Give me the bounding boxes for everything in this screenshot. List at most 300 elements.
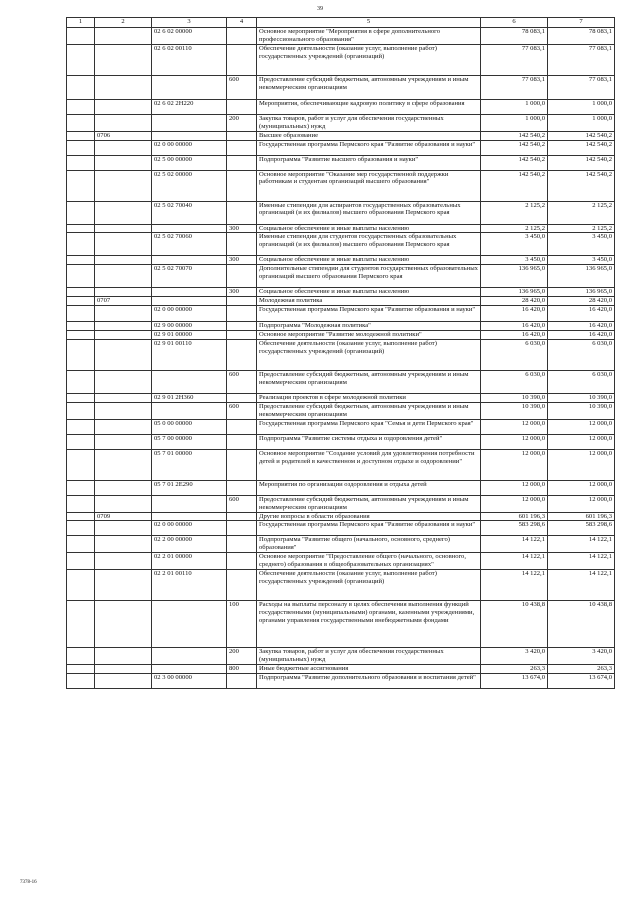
- table-row: [67, 495, 615, 512]
- cell-col2: 0709: [95, 512, 152, 521]
- cell-col3: 02 9 01 00000: [152, 331, 227, 340]
- cell-col4: [227, 28, 257, 45]
- cell-col6: 1 000,0: [481, 99, 548, 114]
- table-row: [67, 521, 615, 536]
- cell-col2: [95, 28, 152, 45]
- cell-col4: [227, 673, 257, 688]
- cell-col5: Предоставление субсидий бюджетным, автономным учреждениям и иным некоммерческим организациям: [257, 370, 481, 393]
- cell-col7: 12 000,0: [548, 449, 615, 480]
- cell-col1: [67, 339, 95, 370]
- cell-col6: 12 000,0: [481, 480, 548, 495]
- table-row: [67, 233, 615, 256]
- cell-col1: [67, 521, 95, 536]
- cell-col5: Государственная программа Пермского края "Семья и дети Пермского края": [257, 419, 481, 434]
- table-body: [67, 28, 615, 689]
- cell-col5: Обеспечение деятельности (оказание услуг, выполнение работ) государственных учреждений (организаций): [257, 339, 481, 370]
- cell-col4: [227, 170, 257, 201]
- cell-col5: Иные бюджетные ассигнования: [257, 664, 481, 673]
- cell-col6: 10 390,0: [481, 393, 548, 402]
- cell-col7: 1 000,0: [548, 99, 615, 114]
- cell-col7: 16 420,0: [548, 331, 615, 340]
- cell-col7: 2 125,2: [548, 224, 615, 233]
- cell-col7: 10 390,0: [548, 402, 615, 419]
- page-number: 39: [317, 6, 323, 12]
- cell-col3: [152, 297, 227, 306]
- cell-col6: 3 450,0: [481, 233, 548, 256]
- cell-col4: [227, 449, 257, 480]
- table-row: [67, 570, 615, 601]
- cell-col5: Основное мероприятие "Развитие молодежной политики": [257, 331, 481, 340]
- cell-col7: 3 420,0: [548, 648, 615, 665]
- cell-col4: [227, 44, 257, 75]
- table-row: [67, 306, 615, 322]
- cell-col4: 100: [227, 601, 257, 648]
- cell-col3: 02 0 00 00000: [152, 521, 227, 536]
- cell-col4: [227, 233, 257, 256]
- cell-col5: Обеспечение деятельности (оказание услуг, выполнение работ) государственных учреждений (организаций): [257, 570, 481, 601]
- cell-col7: 136 965,0: [548, 265, 615, 288]
- col-header: 3: [152, 18, 227, 28]
- cell-col5: Государственная программа Пермского края "Развитие образования и науки": [257, 521, 481, 536]
- col-header: 5: [257, 18, 481, 28]
- cell-col3: [152, 648, 227, 665]
- cell-col1: [67, 553, 95, 570]
- cell-col7: 16 420,0: [548, 322, 615, 331]
- cell-col4: 800: [227, 664, 257, 673]
- cell-col6: 16 420,0: [481, 331, 548, 340]
- cell-col4: [227, 131, 257, 140]
- cell-col2: [95, 402, 152, 419]
- cell-col3: [152, 114, 227, 131]
- cell-col7: 10 390,0: [548, 393, 615, 402]
- cell-col4: [227, 512, 257, 521]
- cell-col1: [67, 601, 95, 648]
- cell-col3: [152, 256, 227, 265]
- table-row: [67, 512, 615, 521]
- cell-col2: [95, 419, 152, 434]
- cell-col5: Подпрограмма "Развитие дополнительного образования и воспитания детей": [257, 673, 481, 688]
- cell-col4: [227, 297, 257, 306]
- table-row: [67, 256, 615, 265]
- cell-col5: Социальное обеспечение и иные выплаты населению: [257, 224, 481, 233]
- cell-col6: 142 540,2: [481, 140, 548, 155]
- cell-col6: 136 965,0: [481, 265, 548, 288]
- cell-col4: 600: [227, 495, 257, 512]
- cell-col6: 142 540,2: [481, 170, 548, 201]
- cell-col2: [95, 601, 152, 648]
- cell-col5: Основное мероприятие "Мероприятия в сфере дополнительного профессионального образования": [257, 28, 481, 45]
- cell-col1: [67, 224, 95, 233]
- cell-col6: 10 390,0: [481, 402, 548, 419]
- cell-col4: [227, 480, 257, 495]
- cell-col1: [67, 434, 95, 449]
- budget-table: [66, 17, 615, 689]
- table-row: [67, 114, 615, 131]
- cell-col5: Предоставление субсидий бюджетным, автономным учреждениям и иным некоммерческим организациям: [257, 495, 481, 512]
- cell-col5: Закупка товаров, работ и услуг для обеспечения государственных (муниципальных) нужд: [257, 114, 481, 131]
- cell-col3: [152, 131, 227, 140]
- cell-col4: [227, 419, 257, 434]
- cell-col7: 142 540,2: [548, 131, 615, 140]
- cell-col3: 05 7 01 00000: [152, 449, 227, 480]
- cell-col2: [95, 201, 152, 224]
- cell-col3: 02 5 00 00000: [152, 155, 227, 170]
- cell-col5: Мероприятия по организации оздоровления и отдыха детей: [257, 480, 481, 495]
- cell-col6: 12 000,0: [481, 495, 548, 512]
- cell-col3: 05 0 00 00000: [152, 419, 227, 434]
- cell-col3: 02 6 02 2Н220: [152, 99, 227, 114]
- cell-col3: 02 9 00 00000: [152, 322, 227, 331]
- cell-col1: [67, 201, 95, 224]
- cell-col6: 12 000,0: [481, 449, 548, 480]
- cell-col1: [67, 306, 95, 322]
- cell-col7: 601 196,3: [548, 512, 615, 521]
- table-row: [67, 553, 615, 570]
- cell-col1: [67, 495, 95, 512]
- table-row: [67, 480, 615, 495]
- table-row: [67, 331, 615, 340]
- cell-col7: 6 030,0: [548, 370, 615, 393]
- cell-col6: 77 083,1: [481, 44, 548, 75]
- cell-col3: [152, 495, 227, 512]
- cell-col7: 6 030,0: [548, 339, 615, 370]
- cell-col3: 02 2 00 00000: [152, 536, 227, 553]
- cell-col6: 12 000,0: [481, 434, 548, 449]
- cell-col6: 142 540,2: [481, 155, 548, 170]
- cell-col2: [95, 449, 152, 480]
- table-row: [67, 75, 615, 99]
- cell-col3: 02 2 01 00110: [152, 570, 227, 601]
- cell-col3: [152, 664, 227, 673]
- cell-col4: 200: [227, 648, 257, 665]
- cell-col3: 02 0 00 00000: [152, 306, 227, 322]
- table-row: [67, 673, 615, 688]
- table-row: [67, 28, 615, 45]
- cell-col5: Основное мероприятие "Оказание мер государственной поддержки работникам и студентам организаций высшего образования": [257, 170, 481, 201]
- table-row: [67, 339, 615, 370]
- table-row: [67, 131, 615, 140]
- cell-col7: 3 450,0: [548, 256, 615, 265]
- cell-col2: [95, 339, 152, 370]
- cell-col2: [95, 170, 152, 201]
- cell-col1: [67, 664, 95, 673]
- cell-col6: 78 083,1: [481, 28, 548, 45]
- cell-col6: 14 122,1: [481, 536, 548, 553]
- cell-col2: [95, 393, 152, 402]
- cell-col1: [67, 673, 95, 688]
- cell-col2: 0706: [95, 131, 152, 140]
- cell-col5: Именные стипендии для студентов государственных образовательных организаций (и их филиалов) высшего образования Пермского края: [257, 233, 481, 256]
- cell-col2: [95, 44, 152, 75]
- cell-col4: [227, 265, 257, 288]
- cell-col3: 02 2 01 00000: [152, 553, 227, 570]
- table-row: [67, 536, 615, 553]
- cell-col1: [67, 648, 95, 665]
- table-row: [67, 664, 615, 673]
- cell-col3: 02 5 02 00000: [152, 170, 227, 201]
- table-row: [67, 224, 615, 233]
- cell-col1: [67, 322, 95, 331]
- cell-col1: [67, 233, 95, 256]
- cell-col6: 142 540,2: [481, 131, 548, 140]
- cell-col5: Дополнительные стипендии для студентов государственных образовательных организаций высшего образования Пермского края: [257, 265, 481, 288]
- cell-col5: Подпрограмма "Развитие системы отдыха и оздоровления детей": [257, 434, 481, 449]
- cell-col5: Подпрограмма "Развитие общего (начального, основного, среднего) образования": [257, 536, 481, 553]
- cell-col5: Предоставление субсидий бюджетным, автономным учреждениям и иным некоммерческим организациям: [257, 402, 481, 419]
- table-row: [67, 434, 615, 449]
- cell-col3: 02 5 02 70070: [152, 265, 227, 288]
- table-row: [67, 155, 615, 170]
- cell-col6: 13 674,0: [481, 673, 548, 688]
- cell-col3: [152, 512, 227, 521]
- cell-col7: 3 450,0: [548, 233, 615, 256]
- cell-col5: Государственная программа Пермского края "Развитие образования и науки": [257, 306, 481, 322]
- cell-col6: 601 196,3: [481, 512, 548, 521]
- cell-col6: 14 122,1: [481, 570, 548, 601]
- cell-col2: [95, 140, 152, 155]
- cell-col3: 02 6 02 00110: [152, 44, 227, 75]
- cell-col5: Молодежная политика: [257, 297, 481, 306]
- cell-col1: [67, 131, 95, 140]
- cell-col4: [227, 434, 257, 449]
- cell-col3: [152, 224, 227, 233]
- cell-col7: 1 000,0: [548, 114, 615, 131]
- cell-col4: 300: [227, 256, 257, 265]
- col-header: 7: [548, 18, 615, 28]
- cell-col4: [227, 322, 257, 331]
- cell-col3: 05 7 00 00000: [152, 434, 227, 449]
- cell-col1: [67, 288, 95, 297]
- cell-col2: [95, 331, 152, 340]
- cell-col2: [95, 233, 152, 256]
- cell-col6: 77 083,1: [481, 75, 548, 99]
- cell-col4: [227, 306, 257, 322]
- cell-col1: [67, 256, 95, 265]
- cell-col1: [67, 402, 95, 419]
- table-row: [67, 370, 615, 393]
- cell-col5: Социальное обеспечение и иные выплаты населению: [257, 256, 481, 265]
- cell-col5: Высшее образование: [257, 131, 481, 140]
- cell-col6: 583 298,6: [481, 521, 548, 536]
- cell-col3: [152, 288, 227, 297]
- table-row: [67, 393, 615, 402]
- cell-col1: [67, 28, 95, 45]
- cell-col3: 02 6 02 00000: [152, 28, 227, 45]
- cell-col2: [95, 521, 152, 536]
- cell-col4: [227, 393, 257, 402]
- cell-col6: 6 030,0: [481, 339, 548, 370]
- cell-col4: 300: [227, 288, 257, 297]
- cell-col4: [227, 201, 257, 224]
- col-header: 1: [67, 18, 95, 28]
- cell-col3: 02 9 01 2Н360: [152, 393, 227, 402]
- cell-col4: [227, 155, 257, 170]
- cell-col5: Государственная программа Пермского края "Развитие образования и науки": [257, 140, 481, 155]
- cell-col7: 12 000,0: [548, 434, 615, 449]
- cell-col2: [95, 434, 152, 449]
- cell-col3: 02 5 02 70060: [152, 233, 227, 256]
- cell-col6: 28 420,0: [481, 297, 548, 306]
- cell-col1: [67, 370, 95, 393]
- cell-col5: Подпрограмма "Развитие высшего образования и науки": [257, 155, 481, 170]
- cell-col6: 6 030,0: [481, 370, 548, 393]
- cell-col5: Мероприятия, обеспечивающие кадровую политику в сфере образования: [257, 99, 481, 114]
- table-row: [67, 322, 615, 331]
- cell-col1: [67, 114, 95, 131]
- cell-col5: Закупка товаров, работ и услуг для обеспечения государственных (муниципальных) нужд: [257, 648, 481, 665]
- cell-col3: [152, 601, 227, 648]
- cell-col7: 13 674,0: [548, 673, 615, 688]
- cell-col4: 600: [227, 75, 257, 99]
- cell-col1: [67, 75, 95, 99]
- cell-col3: [152, 370, 227, 393]
- cell-col3: 02 0 00 00000: [152, 140, 227, 155]
- table-row: [67, 449, 615, 480]
- cell-col1: [67, 570, 95, 601]
- cell-col1: [67, 99, 95, 114]
- cell-col7: 136 965,0: [548, 288, 615, 297]
- table-row: [67, 201, 615, 224]
- cell-col4: 600: [227, 370, 257, 393]
- cell-col6: 16 420,0: [481, 306, 548, 322]
- cell-col2: [95, 224, 152, 233]
- cell-col1: [67, 297, 95, 306]
- cell-col7: 10 438,8: [548, 601, 615, 648]
- table-row: [67, 648, 615, 665]
- cell-col7: 12 000,0: [548, 480, 615, 495]
- table-row: [67, 170, 615, 201]
- cell-col2: [95, 322, 152, 331]
- table-row: [67, 44, 615, 75]
- table-row: [67, 601, 615, 648]
- col-header: 2: [95, 18, 152, 28]
- cell-col3: 02 5 02 70040: [152, 201, 227, 224]
- cell-col6: 1 000,0: [481, 114, 548, 131]
- cell-col6: 10 438,8: [481, 601, 548, 648]
- cell-col6: 14 122,1: [481, 553, 548, 570]
- cell-col7: 2 125,2: [548, 201, 615, 224]
- table-row: [67, 297, 615, 306]
- cell-col5: Предоставление субсидий бюджетным, автономным учреждениям и иным некоммерческим организациям: [257, 75, 481, 99]
- cell-col7: 142 540,2: [548, 155, 615, 170]
- cell-col1: [67, 393, 95, 402]
- cell-col4: [227, 339, 257, 370]
- cell-col2: [95, 256, 152, 265]
- cell-col1: [67, 536, 95, 553]
- cell-col7: 14 122,1: [548, 570, 615, 601]
- table-row: [67, 288, 615, 297]
- cell-col5: Обеспечение деятельности (оказание услуг, выполнение работ) государственных учреждений (организаций): [257, 44, 481, 75]
- cell-col6: 263,3: [481, 664, 548, 673]
- cell-col2: [95, 75, 152, 99]
- cell-col6: 136 965,0: [481, 288, 548, 297]
- cell-col7: 12 000,0: [548, 419, 615, 434]
- table-row: [67, 99, 615, 114]
- cell-col4: [227, 553, 257, 570]
- cell-col6: 3 450,0: [481, 256, 548, 265]
- cell-col2: [95, 480, 152, 495]
- cell-col7: 28 420,0: [548, 297, 615, 306]
- col-header: 6: [481, 18, 548, 28]
- cell-col7: 142 540,2: [548, 140, 615, 155]
- cell-col3: 02 9 01 00110: [152, 339, 227, 370]
- cell-col5: Подпрограмма "Молодежная политика": [257, 322, 481, 331]
- cell-col5: Именные стипендии для аспирантов государственных образовательных организаций (и их филиалов) высшего образования Пермского края: [257, 201, 481, 224]
- cell-col4: 200: [227, 114, 257, 131]
- col-header: 4: [227, 18, 257, 28]
- cell-col4: [227, 140, 257, 155]
- cell-col4: [227, 331, 257, 340]
- cell-col3: [152, 75, 227, 99]
- cell-col1: [67, 480, 95, 495]
- cell-col4: [227, 536, 257, 553]
- cell-col2: [95, 673, 152, 688]
- cell-col6: 3 420,0: [481, 648, 548, 665]
- cell-col6: 12 000,0: [481, 419, 548, 434]
- cell-col3: 05 7 01 2Е290: [152, 480, 227, 495]
- cell-col1: [67, 331, 95, 340]
- cell-col6: 2 125,2: [481, 224, 548, 233]
- table-row: [67, 140, 615, 155]
- cell-col2: [95, 306, 152, 322]
- cell-col1: [67, 155, 95, 170]
- cell-col7: 14 122,1: [548, 553, 615, 570]
- cell-col5: Реализация проектов в сфере молодежной политики: [257, 393, 481, 402]
- cell-col4: [227, 521, 257, 536]
- cell-col7: 16 420,0: [548, 306, 615, 322]
- cell-col4: 600: [227, 402, 257, 419]
- cell-col2: [95, 495, 152, 512]
- cell-col1: [67, 140, 95, 155]
- table-row: [67, 265, 615, 288]
- cell-col3: 02 3 00 00000: [152, 673, 227, 688]
- cell-col1: [67, 449, 95, 480]
- cell-col2: [95, 155, 152, 170]
- cell-col2: [95, 570, 152, 601]
- cell-col5: Другие вопросы в области образования: [257, 512, 481, 521]
- cell-col4: 300: [227, 224, 257, 233]
- cell-col5: Социальное обеспечение и иные выплаты населению: [257, 288, 481, 297]
- cell-col7: 14 122,1: [548, 536, 615, 553]
- cell-col6: 2 125,2: [481, 201, 548, 224]
- cell-col2: [95, 536, 152, 553]
- cell-col2: [95, 370, 152, 393]
- cell-col5: Расходы на выплаты персоналу в целях обеспечения выполнения функций государственными (муниципальными) органами, казенными учреждениями, органами управления государственными внебюджетными фондами: [257, 601, 481, 648]
- cell-col7: 583 298,6: [548, 521, 615, 536]
- cell-col1: [67, 265, 95, 288]
- cell-col2: [95, 288, 152, 297]
- cell-col1: [67, 170, 95, 201]
- cell-col2: [95, 265, 152, 288]
- table-row: [67, 402, 615, 419]
- cell-col6: 16 420,0: [481, 322, 548, 331]
- cell-col2: [95, 664, 152, 673]
- cell-col7: 12 000,0: [548, 495, 615, 512]
- cell-col1: [67, 44, 95, 75]
- cell-col7: 142 540,2: [548, 170, 615, 201]
- cell-col1: [67, 512, 95, 521]
- cell-col4: [227, 99, 257, 114]
- cell-col1: [67, 419, 95, 434]
- cell-col2: [95, 114, 152, 131]
- cell-col4: [227, 570, 257, 601]
- cell-col2: 0707: [95, 297, 152, 306]
- cell-col7: 77 083,1: [548, 44, 615, 75]
- cell-col3: [152, 402, 227, 419]
- cell-col2: [95, 553, 152, 570]
- table-row: [67, 419, 615, 434]
- cell-col7: 78 083,1: [548, 28, 615, 45]
